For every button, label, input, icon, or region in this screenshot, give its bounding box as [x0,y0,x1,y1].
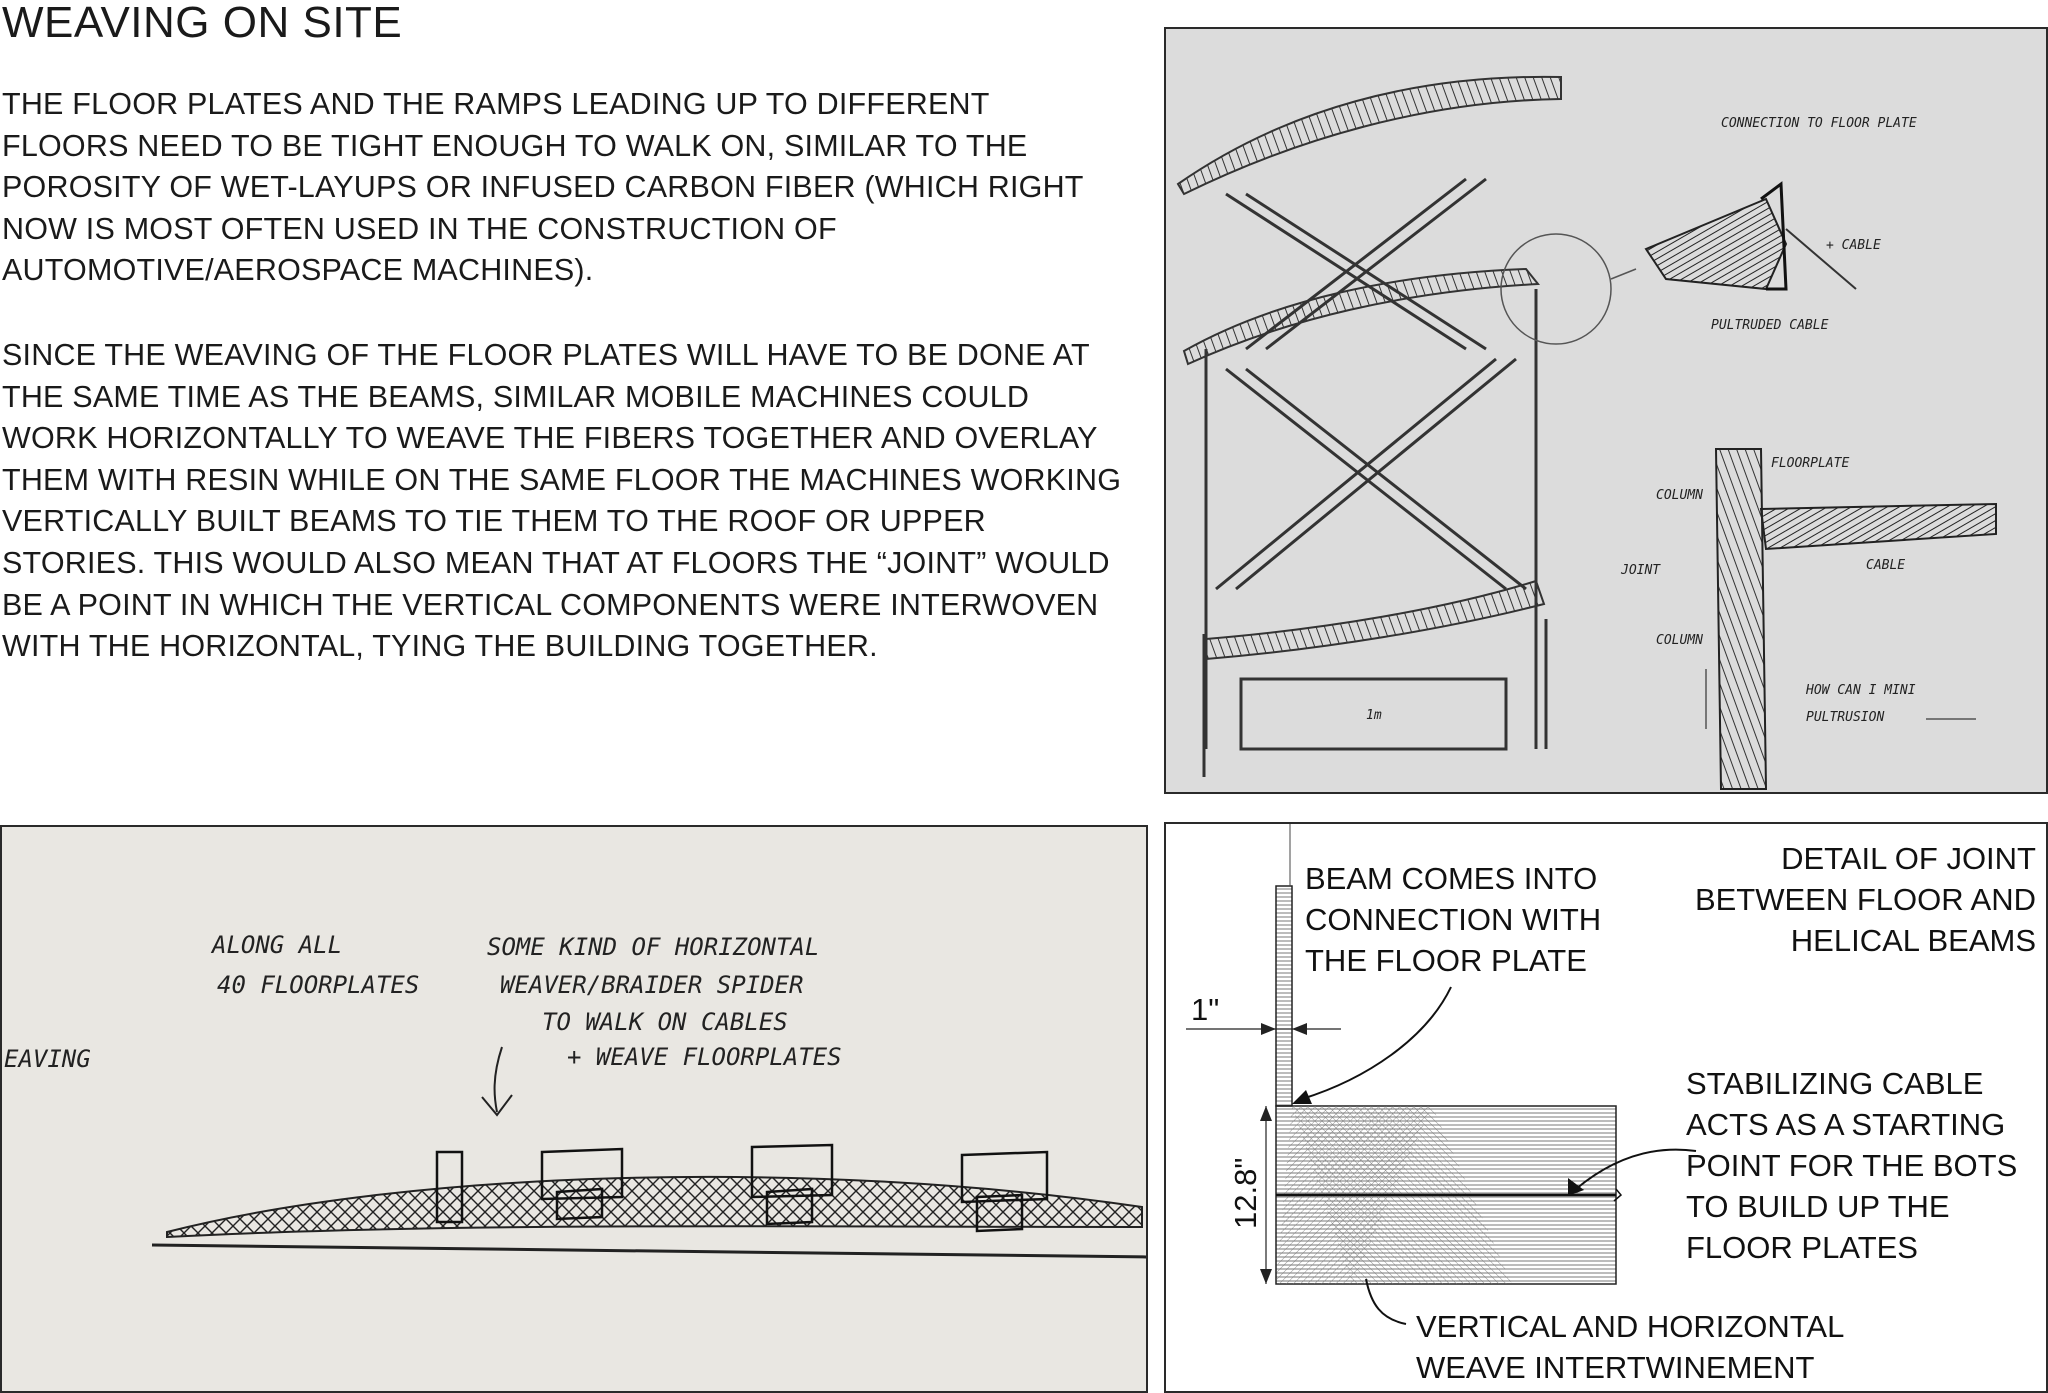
question-line1: HOW CAN I MINI [1806,683,1916,698]
cable-label-line4: TO BUILD UP THE [1686,1189,1950,1224]
note-right-line2: WEAVER/BRAIDER SPIDER [500,971,804,999]
column-note-top: COLUMN [1656,488,1703,503]
body-paragraph: SINCE THE WEAVING OF THE FLOOR PLATES WILL HAVE TO BE DONE AT THE SAME TIME AS THE BEAMS, SIMILAR MOBILE MACHINES COULD WORK HORIZONTALLY TO WEAVE THE FIBERS TOGETHER AND OVERLAY THEM WITH RESIN WHILE ON THE SAME FLOOR THE MACHINES WORKING VERTICALLY BUILT BEAMS TO TIE THEM TO THE ROOF OR UPPER STORIES. THIS WOULD ALSO MEAN THAT AT FLOORS THE “JOINT” WOULD BE A POINT IN WHICH THE VERTICAL COMPONENTS WERE INTERWOVEN WITH THE HORIZONTAL, TYING THE BUILDING TOGETHER. [2,338,1122,664]
note-left-line2: 40 FLOORPLATES [217,971,420,999]
edge-word: EAVING [4,1045,91,1073]
dim-height-label: 12.8" [1228,1157,1263,1229]
beam-label-line3: THE FLOOR PLATE [1305,943,1587,978]
joint-sketch-photo [1164,27,2048,794]
detail-title-line1: DETAIL OF JOINT [1781,841,2036,876]
note-left-line1: ALONG ALL [212,931,343,959]
column-note-bottom: COLUMN [1656,633,1703,648]
weaver-sketch-drawing [2,827,1148,1393]
page-title: WEAVING ON SITE [2,0,403,47]
scale-mark: 1m [1366,708,1382,723]
beam-column [1276,886,1292,1106]
pultruded-cable-note: PULTRUDED CABLE [1711,318,1829,333]
cable-note: + CABLE [1826,238,1881,253]
beam-label-line2: CONNECTION WITH [1305,902,1602,937]
detail-title-line2: BETWEEN FLOOR AND [1694,882,2036,917]
intro-paragraph: THE FLOOR PLATES AND THE RAMPS LEADING UP TO DIFFERENT FLOORS NEED TO BE TIGHT ENOUGH TO WALK ON, SIMILAR TO THE POROSITY OF WET-LAYUPS OR INFUSED CARBON FIBER (WHICH RIGHT NOW IS MOST OFTEN USED IN THE CONSTRUCTION OF AUTOMOTIVE/AEROSPACE MACHINES). [2,87,1084,288]
cable-label-line1: STABILIZING CABLE [1686,1066,1984,1101]
weaver-sketch-photo [0,825,1148,1393]
connection-note: CONNECTION TO FLOOR PLATE [1721,116,1917,131]
detail-title-line3: HELICAL BEAMS [1790,923,2036,958]
question-line2: PULTRUSION [1806,710,1885,725]
cable-label-line5: FLOOR PLATES [1686,1230,1918,1265]
note-right-line1: SOME KIND OF HORIZONTAL [487,933,820,961]
floorplate-note: FLOORPLATE [1771,456,1850,471]
dim-width-label: 1" [1191,992,1220,1027]
cable-label-line2: ACTS AS A STARTING [1686,1107,2006,1142]
beam-label-line1: BEAM COMES INTO [1305,861,1598,896]
cable-note-bottom: CABLE [1866,558,1906,573]
joint-detail-diagram [1166,824,2048,1393]
joint-note: JOINT [1621,563,1661,578]
joint-detail-drawing [1164,822,2048,1393]
joint-sketch-drawing [1166,29,2048,794]
note-right-line3: TO WALK ON CABLES [542,1008,788,1036]
weave-label-line1: VERTICAL AND HORIZONTAL [1416,1309,1845,1344]
note-right-line4: + WEAVE FLOORPLATES [567,1043,842,1071]
weave-label-line2: WEAVE INTERTWINEMENT [1416,1350,1815,1385]
cable-label-line3: POINT FOR THE BOTS [1686,1148,2018,1183]
